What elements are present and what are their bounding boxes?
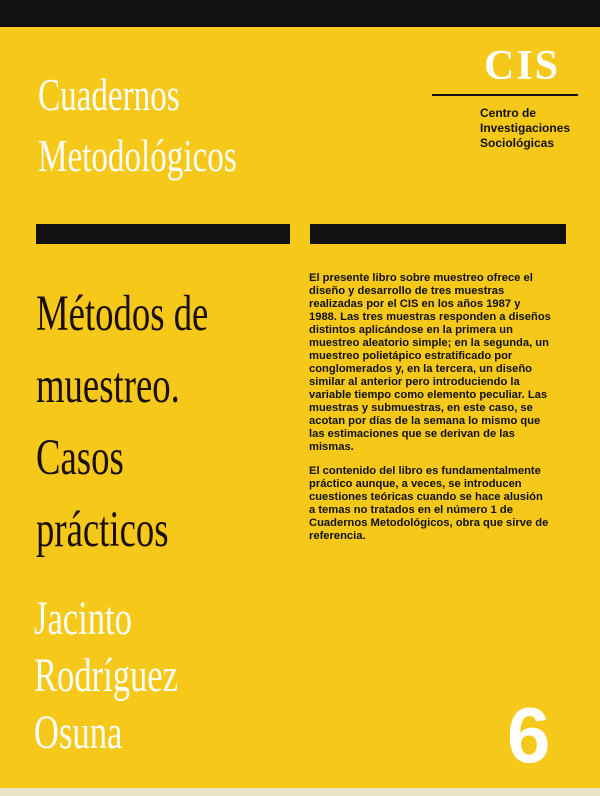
author-line-3: Osuna [34, 706, 123, 759]
bottom-edge [0, 788, 600, 796]
book-title [36, 278, 208, 566]
top-black-band [0, 0, 600, 27]
publisher-name-line-2: Investigaciones [480, 121, 571, 135]
publisher-name-line-3: Sociológicas [480, 136, 555, 150]
book-title-line-3: Casos [36, 430, 124, 486]
series-title [38, 64, 237, 186]
left-black-bar [36, 224, 290, 244]
book-title-line-1: Métodos de [36, 286, 209, 342]
series-title-line-2: Metodológicos [38, 130, 237, 181]
description-paragraph-2: El contenido del libro es fundamentalmente práctico aunque, a veces, se introducen cuestiones teóricas cuando se hace alusión a temas no tratados en el número 1 de Cuadernos Metodológicos, obra que sirve de referencia. [309, 465, 549, 542]
author-line-2: Rodríguez [34, 649, 178, 702]
series-title-line-1: Cuadernos [38, 69, 180, 120]
cis-logo: CIS [484, 43, 561, 89]
book-title-line-4: prácticos [36, 502, 169, 558]
cis-divider [432, 94, 578, 96]
author-name [34, 590, 178, 761]
book-title-line-2: muestreo. [36, 358, 180, 414]
volume-number: 6 [507, 691, 551, 779]
publisher-name-line-1: Centro de [480, 106, 537, 120]
right-black-bar [310, 224, 566, 244]
book-description [309, 272, 551, 554]
description-paragraph-1: El presente libro sobre muestreo ofrece el diseño y desarrollo de tres muestras realizadas por el CIS en los años 1987 y 1988. Las tres muestras responden a diseños distintos aplicándose en la primera un muestreo aleatorio simple; en la segunda, un muestreo polietápico estratificado por conglomerados y, en la tercera, un diseño similar al anterior pero introduciendo la variable tiempo como elemento peculiar. Las muestras y submuestras, en este caso, se acotan por días de la semana lo mismo que las estimaciones que se derivan de las mismas. [309, 272, 551, 453]
publisher-name [480, 106, 590, 151]
author-line-1: Jacinto [34, 592, 132, 645]
